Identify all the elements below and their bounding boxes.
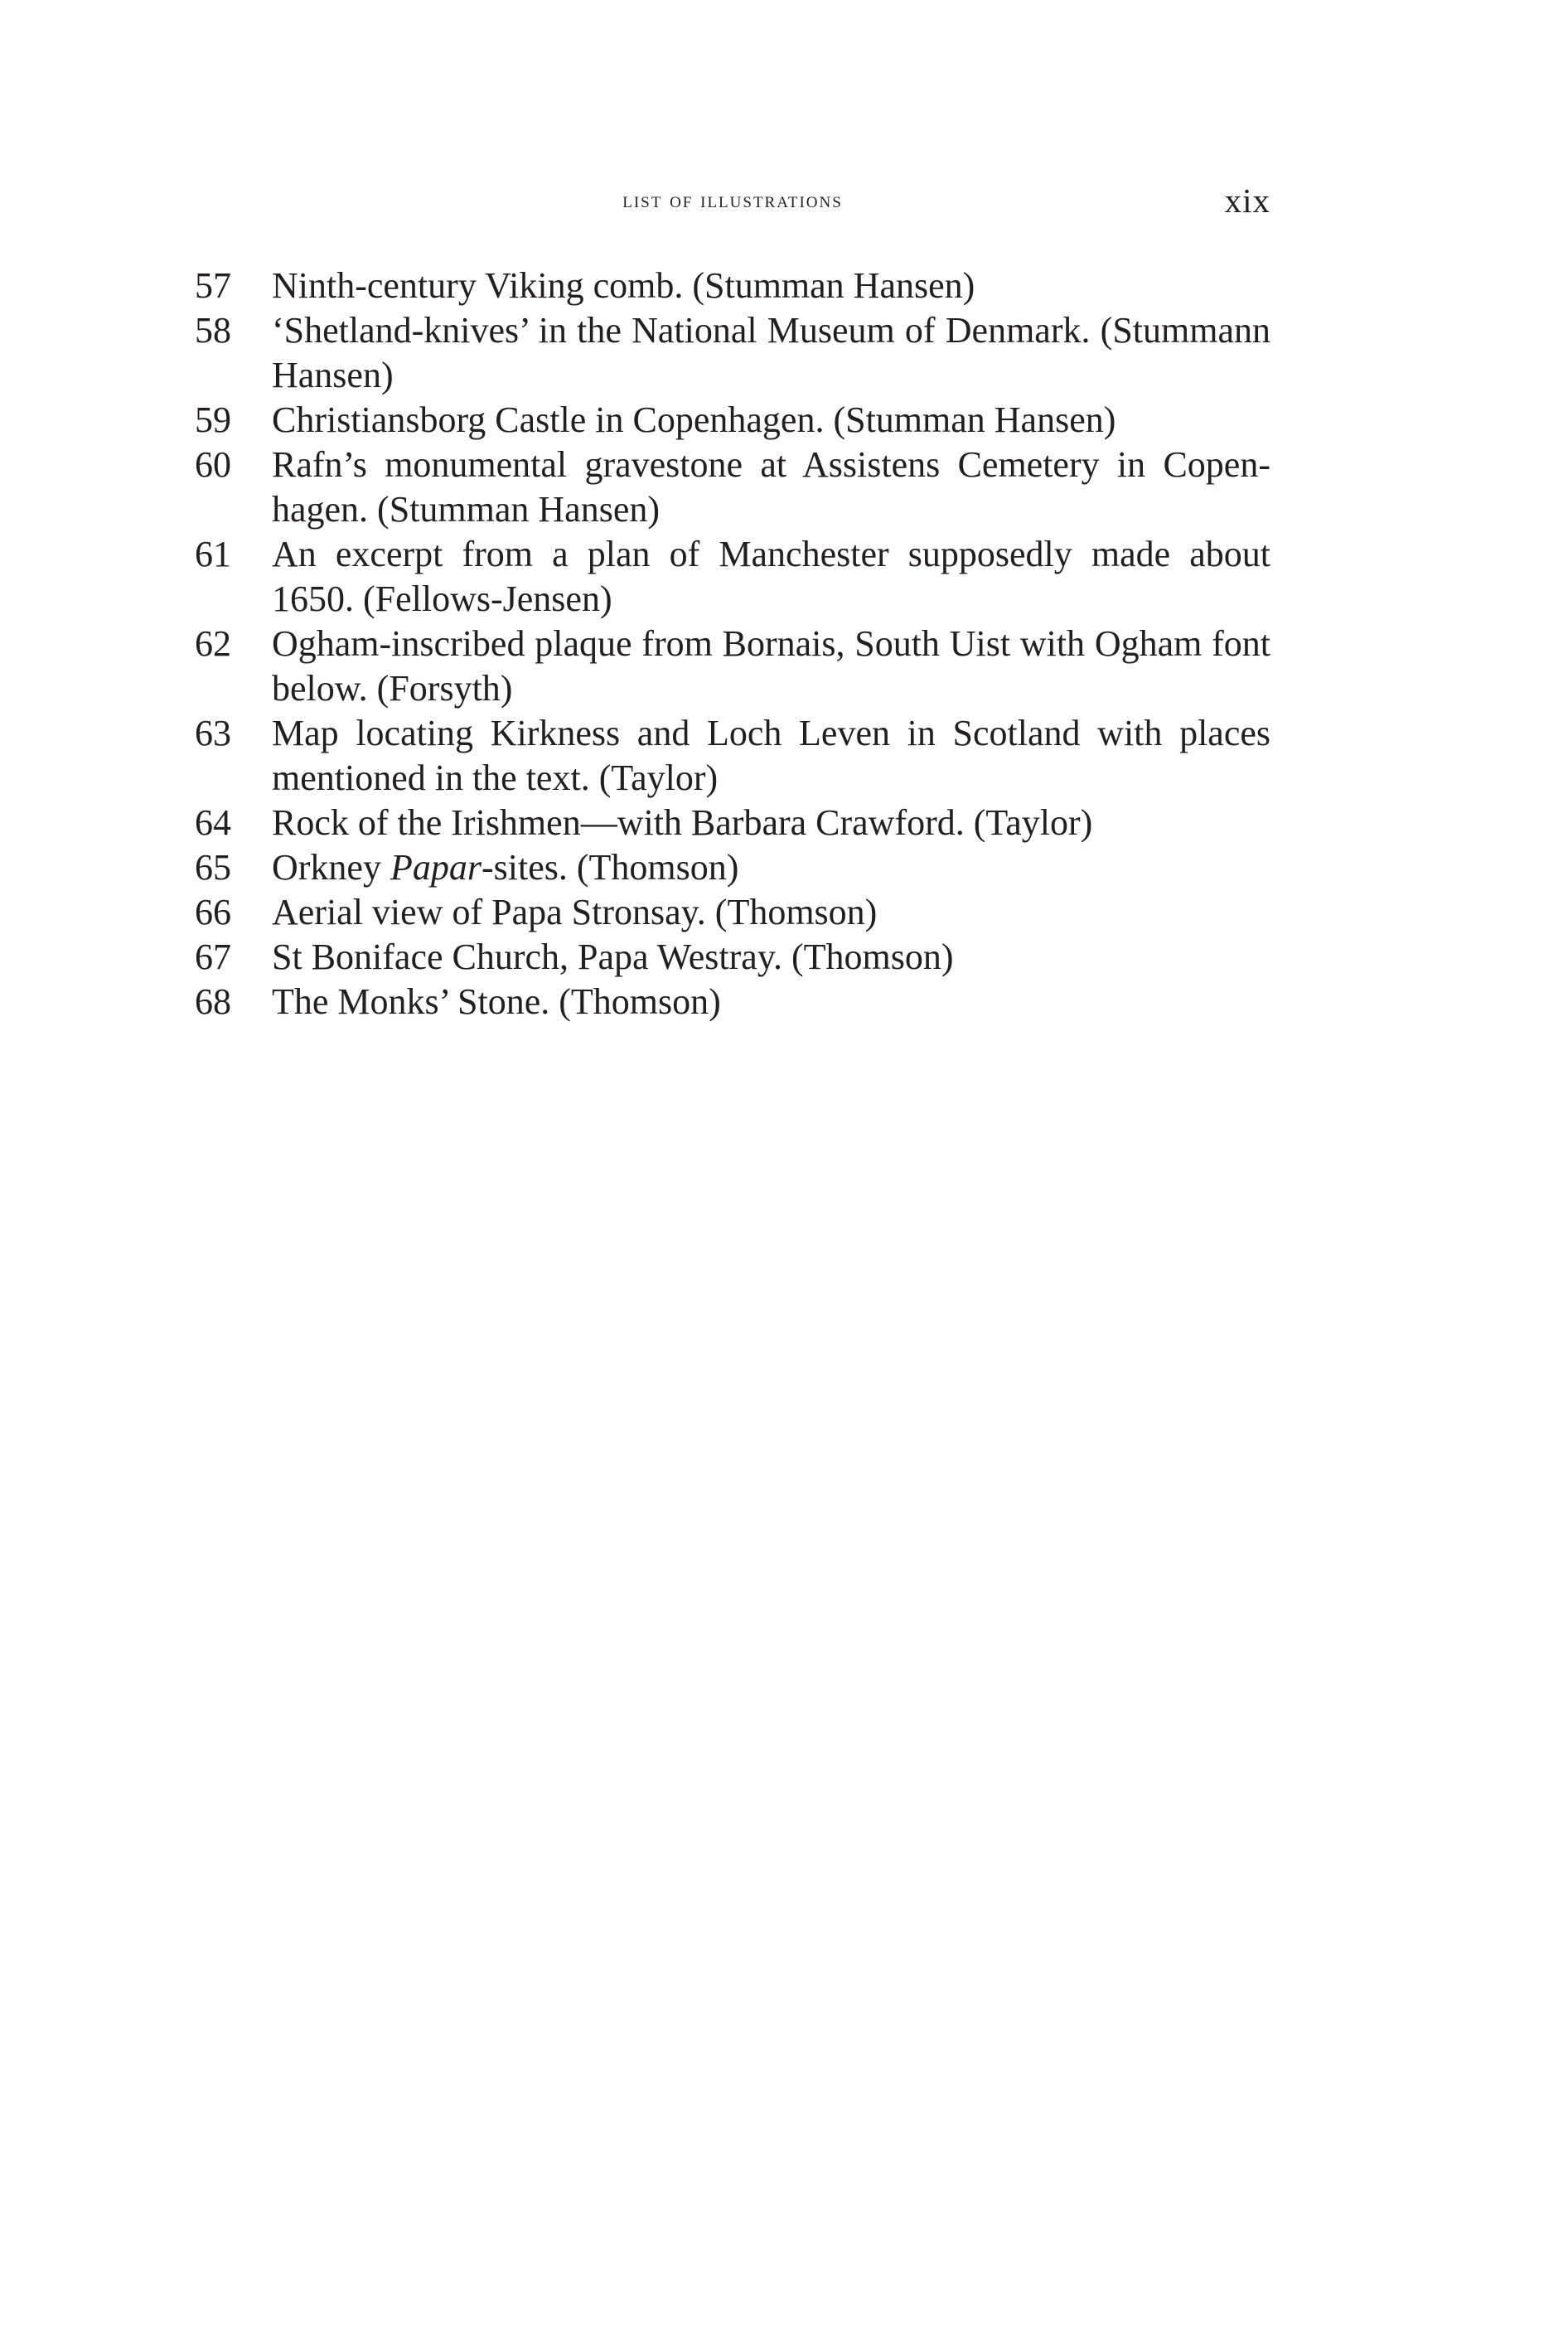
entry-text-italic: Papar [390, 847, 482, 888]
entry-text-suffix: -sites. (Thomson) [481, 847, 739, 888]
list-item [195, 845, 1270, 890]
list-item [195, 443, 1270, 532]
entry-number: 57 [195, 265, 231, 306]
list-item [195, 890, 1270, 935]
entry-text: The Monks’ Stone. (Thomson) [272, 981, 721, 1022]
entry-number: 59 [195, 399, 231, 440]
entry-number: 60 [195, 444, 231, 485]
entry-number: 68 [195, 981, 231, 1022]
entry-text: Rafn’s monumental gravestone at Assistens Cemetery in Copenhagen. (Stumman Hansen) [272, 444, 1270, 530]
entry-text-prefix: Orkney [272, 847, 390, 888]
entry-text: Aerial view of Papa Stronsay. (Thomson) [272, 892, 878, 932]
illustration-list [195, 264, 1270, 1024]
list-item [195, 532, 1270, 622]
entry-number: 67 [195, 937, 231, 977]
entry-text: Map locating Kirkness and Loch Leven in Scotland with places mentioned in the text. (Taylor) [272, 713, 1270, 798]
page-number: xix [1224, 182, 1270, 220]
entry-text: Ninth-century Viking comb. (Stumman Hansen) [272, 265, 975, 306]
entry-text: An excerpt from a plan of Manchester supposedly made about 1650. (Fellows-Jensen) [272, 534, 1270, 619]
entry-text: Christiansborg Castle in Copenhagen. (Stumman Hansen) [272, 399, 1116, 440]
entry-number: 58 [195, 310, 231, 351]
list-item [195, 308, 1270, 398]
entry-text: Rock of the Irishmen—with Barbara Crawford. (Taylor) [272, 802, 1093, 843]
entry-number: 61 [195, 534, 231, 574]
list-item [195, 980, 1270, 1024]
entry-number: 62 [195, 623, 231, 664]
list-item [195, 264, 1270, 308]
entry-number: 65 [195, 847, 231, 888]
entry-text: Ogham-inscribed plaque from Bornais, South Uist with Ogham font below. (Forsyth) [272, 623, 1270, 709]
entry-number: 64 [195, 802, 231, 843]
list-item [195, 622, 1270, 711]
list-item [195, 398, 1270, 443]
entry-text [272, 845, 1270, 890]
entry-number: 66 [195, 892, 231, 932]
running-head [195, 184, 1270, 220]
running-title: list of illustrations [622, 187, 843, 212]
entry-number: 63 [195, 713, 231, 753]
list-item [195, 711, 1270, 801]
list-item [195, 801, 1270, 845]
list-item [195, 935, 1270, 980]
entry-text: ‘Shetland-knives’ in the National Museum of Denmark. (Stummann Hansen) [272, 310, 1270, 395]
entry-text: St Boniface Church, Papa Westray. (Thomson) [272, 937, 954, 977]
